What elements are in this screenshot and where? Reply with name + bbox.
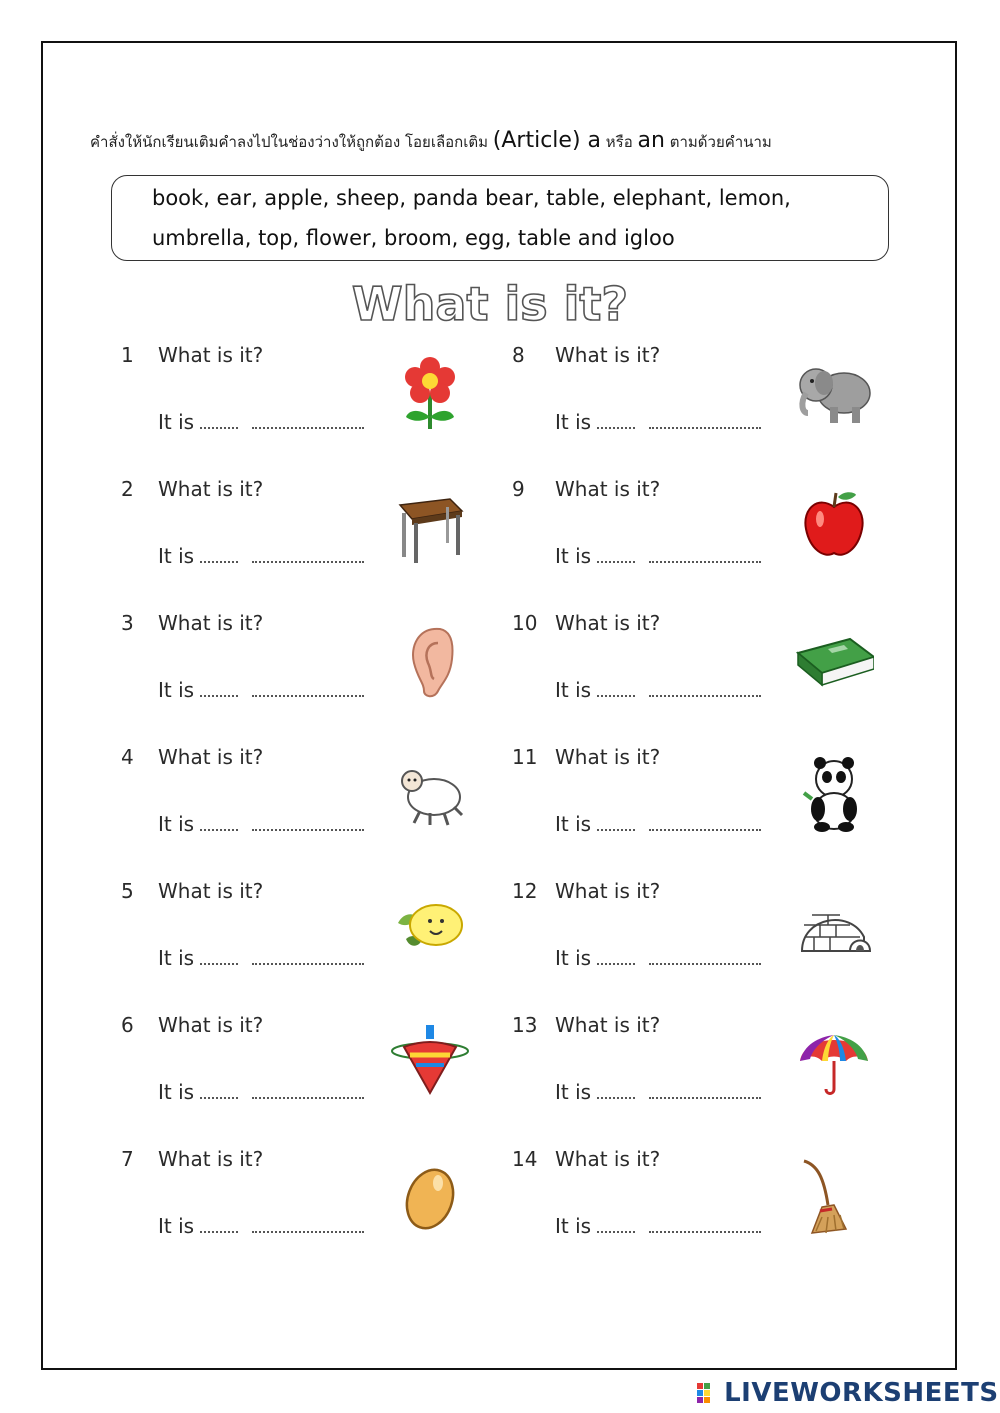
elephant-icon [794,351,874,431]
answer-line [555,946,761,970]
question-text: What is it? [158,477,264,501]
answer-line [158,544,364,568]
answer-line [158,1080,364,1104]
article-blank[interactable] [200,427,238,429]
answer-prefix: It is [158,812,195,836]
noun-blank[interactable] [649,695,761,697]
question-number: 11 [512,745,538,769]
question-number: 12 [512,879,538,903]
question-text: What is it? [158,1013,264,1037]
answer-prefix: It is [555,812,592,836]
question-text: What is it? [158,879,264,903]
answer-line [555,544,761,568]
worksheet-title [330,272,650,334]
answer-line [555,1080,761,1104]
article-blank[interactable] [597,427,635,429]
question-text: What is it? [555,1147,661,1171]
article-blank[interactable] [200,963,238,965]
question-text: What is it? [158,343,264,367]
question-number: 10 [512,611,538,635]
question-number: 4 [121,745,134,769]
instruction-an: an [637,128,665,153]
instruction-text [90,128,910,154]
spinning-top-icon [390,1021,470,1101]
answer-line [555,678,761,702]
answer-prefix: It is [158,678,195,702]
instruction-thai-1: คำสั่งให้นักเรียนเติมคำลงไปในช่องว่างให้ถูกต้อง โอยเลือกเติม [90,133,489,151]
article-blank[interactable] [200,1097,238,1099]
question-text: What is it? [555,343,661,367]
answer-line [555,410,761,434]
instruction-thai-2: ตามด้วยคำนาม [669,133,772,151]
question-number: 9 [512,477,525,501]
answer-line [158,946,364,970]
question-number: 13 [512,1013,538,1037]
answer-prefix: It is [555,544,592,568]
answer-prefix: It is [555,946,592,970]
question-text: What is it? [555,477,661,501]
question-number: 2 [121,477,134,501]
article-blank[interactable] [597,1231,635,1233]
question-number: 3 [121,611,134,635]
liveworksheets-logo [697,1378,999,1412]
answer-line [158,410,364,434]
broom-icon [794,1155,874,1235]
article-blank[interactable] [200,561,238,563]
question-text: What is it? [158,611,264,635]
answer-prefix: It is [555,678,592,702]
logo-text: LIVEWORKSHEETS [724,1378,999,1408]
lemon-icon [390,887,470,967]
instruction-article: (Article) a [492,128,602,153]
answer-prefix: It is [555,1214,592,1238]
question-number: 14 [512,1147,538,1171]
noun-blank[interactable] [252,695,364,697]
answer-line [555,1214,761,1238]
question-text: What is it? [555,879,661,903]
flower-icon [390,351,470,431]
answer-prefix: It is [158,544,195,568]
umbrella-icon [794,1021,874,1101]
question-number: 8 [512,343,525,367]
noun-blank[interactable] [649,829,761,831]
noun-blank[interactable] [252,1097,364,1099]
word-bank-box [111,175,889,261]
question-text: What is it? [158,745,264,769]
noun-blank[interactable] [649,427,761,429]
noun-blank[interactable] [252,561,364,563]
question-number: 6 [121,1013,134,1037]
answer-line [555,812,761,836]
book-icon [794,619,874,699]
article-blank[interactable] [200,829,238,831]
answer-prefix: It is [555,410,592,434]
question-number: 1 [121,343,134,367]
noun-blank[interactable] [252,427,364,429]
word-bank-line-1: book, ear, apple, sheep, panda bear, table, elephant, lemon, [152,186,791,210]
noun-blank[interactable] [649,1097,761,1099]
question-text: What is it? [555,1013,661,1037]
answer-prefix: It is [158,410,195,434]
question-text: What is it? [555,611,661,635]
igloo-icon [794,887,874,967]
answer-prefix: It is [158,1214,195,1238]
noun-blank[interactable] [649,963,761,965]
ear-icon [390,619,470,699]
article-blank[interactable] [597,829,635,831]
article-blank[interactable] [597,963,635,965]
answer-line [158,678,364,702]
article-blank[interactable] [200,695,238,697]
noun-blank[interactable] [649,1231,761,1233]
question-number: 5 [121,879,134,903]
question-text: What is it? [158,1147,264,1171]
answer-prefix: It is [555,1080,592,1104]
noun-blank[interactable] [252,1231,364,1233]
sheep-icon [390,753,470,833]
instruction-thai-or: หรือ [605,133,633,151]
answer-prefix: It is [158,946,195,970]
question-text: What is it? [555,745,661,769]
logo-blocks-icon [697,1381,719,1405]
panda-bear-icon [794,753,874,833]
article-blank[interactable] [597,695,635,697]
apple-icon [794,485,874,565]
answer-line [158,812,364,836]
noun-blank[interactable] [252,829,364,831]
worksheet-title-text: What is it? [351,277,629,331]
noun-blank[interactable] [252,963,364,965]
word-bank-line-2: umbrella, top, flower, broom, egg, table and igloo [152,226,675,250]
answer-prefix: It is [158,1080,195,1104]
question-number: 7 [121,1147,134,1171]
noun-blank[interactable] [649,561,761,563]
article-blank[interactable] [597,1097,635,1099]
egg-icon [390,1155,470,1235]
article-blank[interactable] [597,561,635,563]
article-blank[interactable] [200,1231,238,1233]
table-icon [390,485,470,565]
answer-line [158,1214,364,1238]
